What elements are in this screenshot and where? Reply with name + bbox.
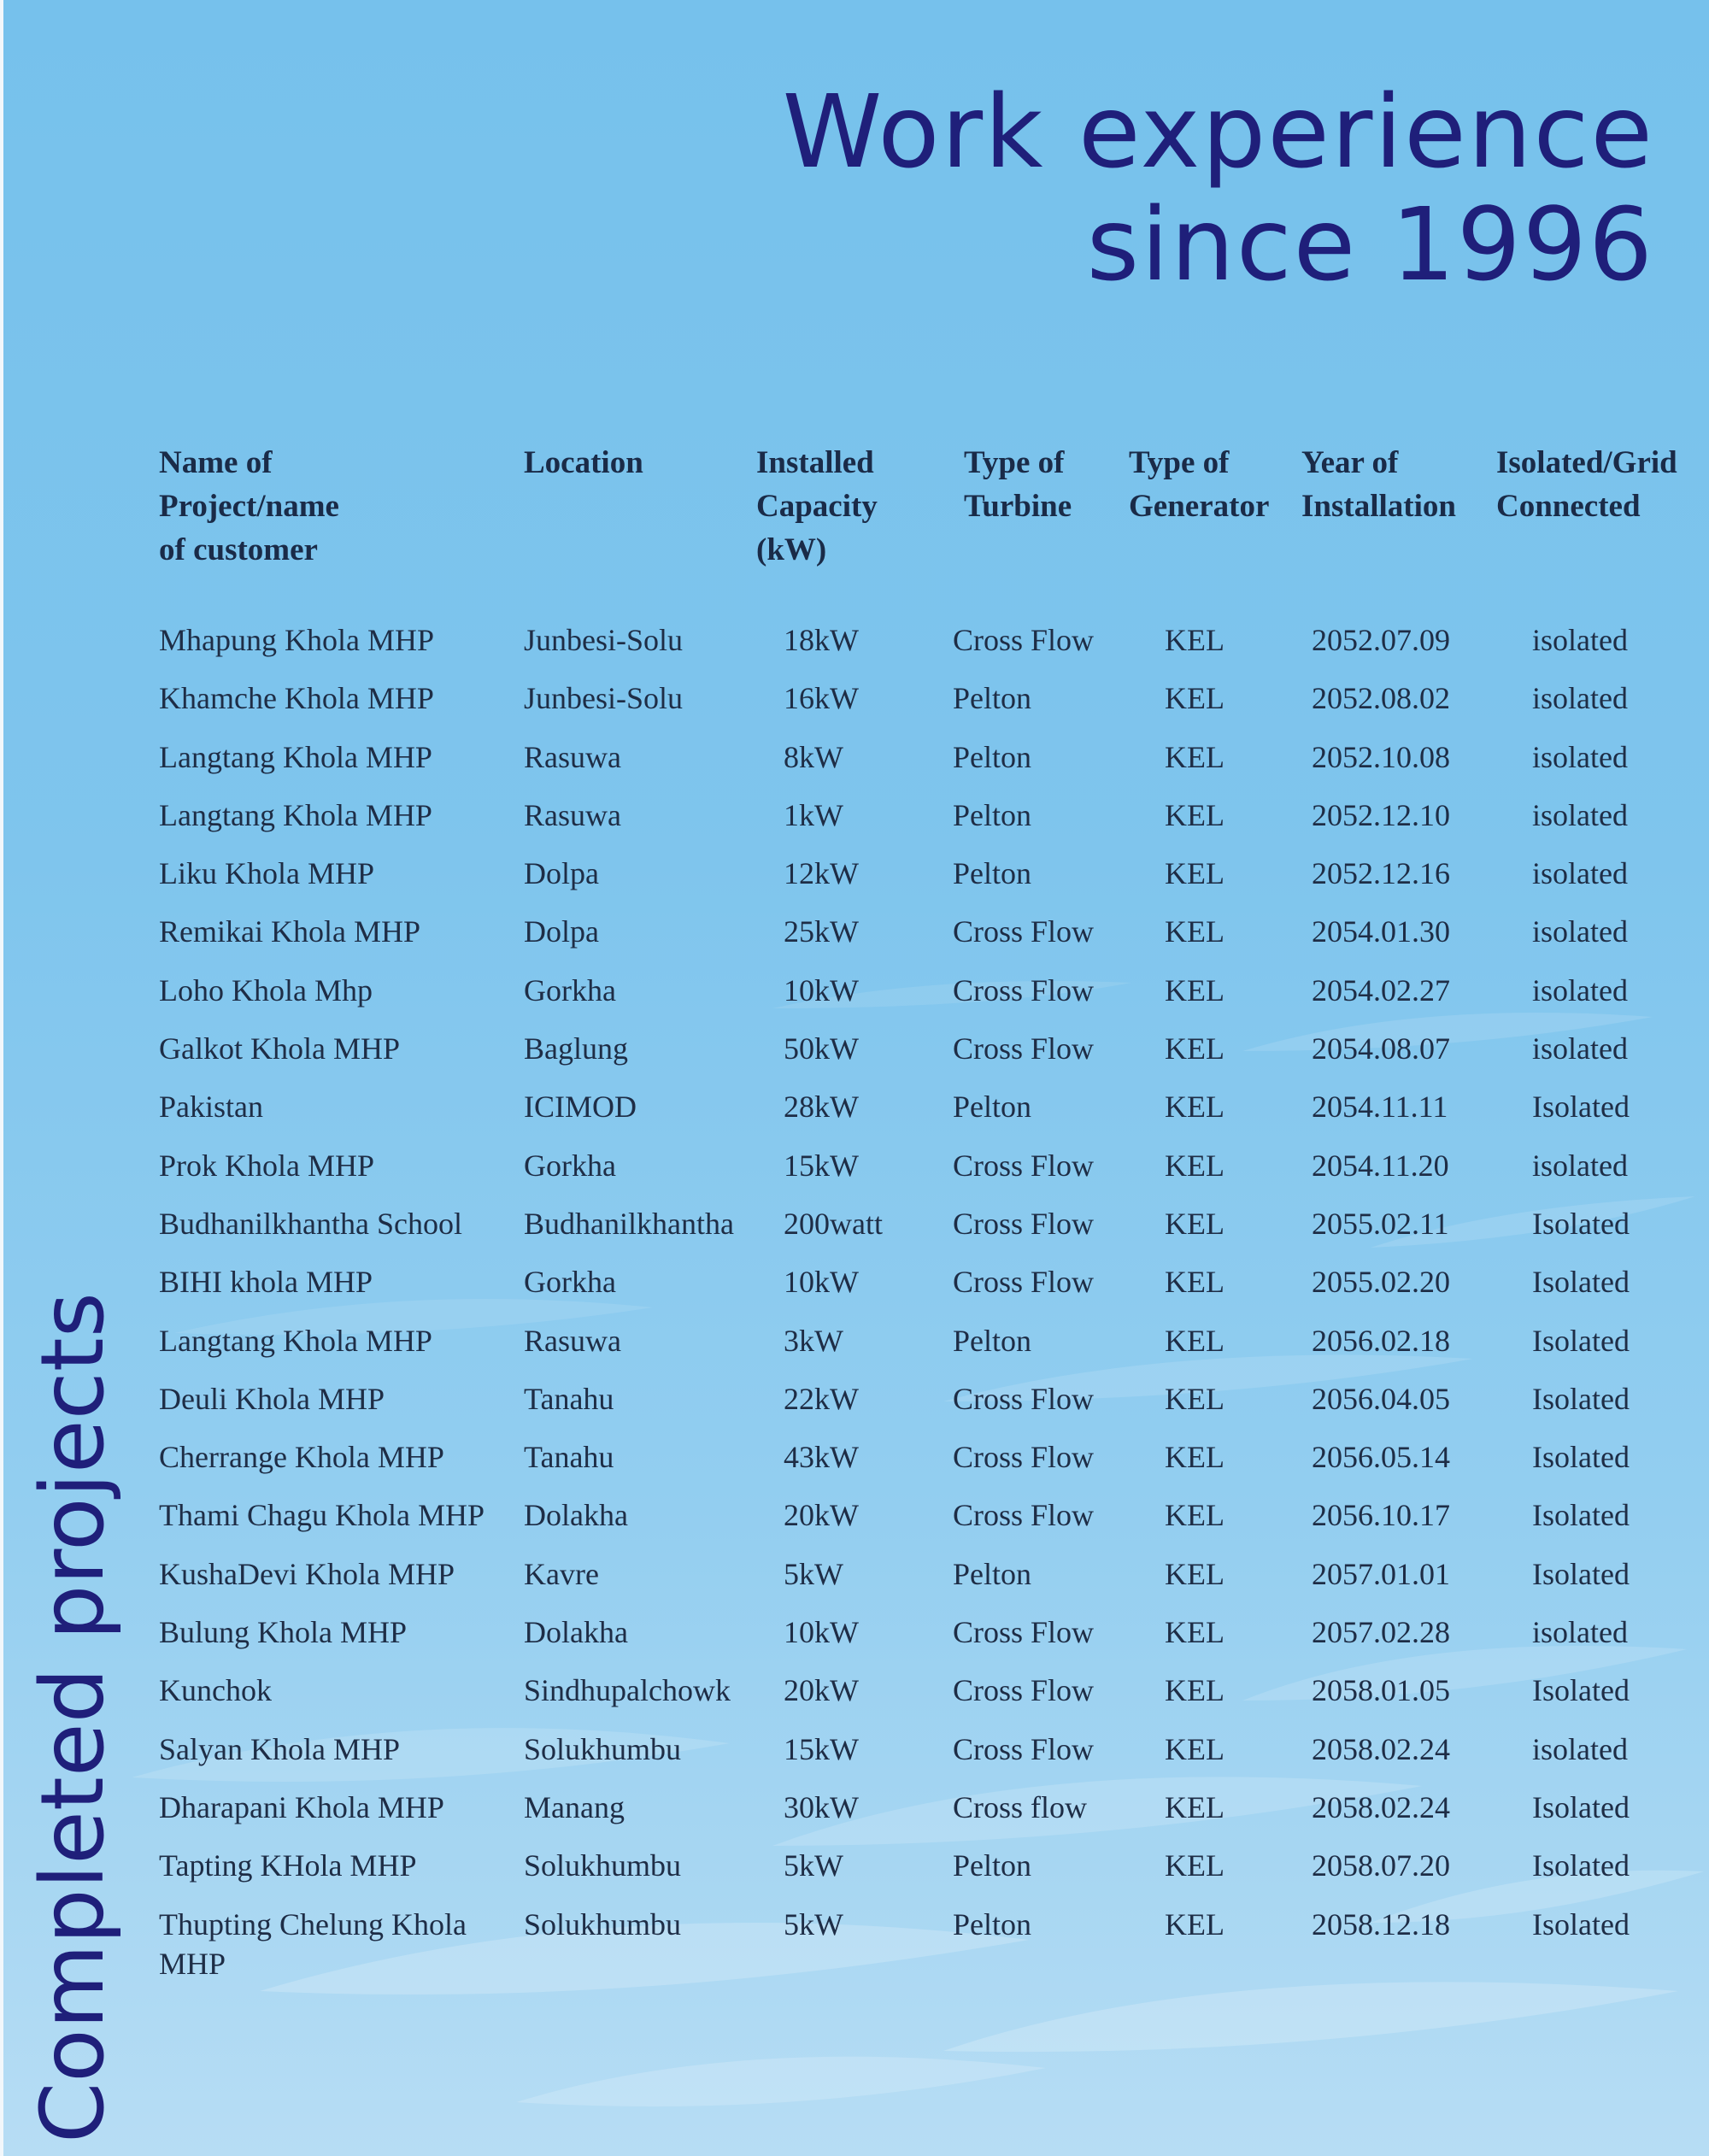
cell-year: 2054.08.07 <box>1312 1031 1450 1066</box>
cell-turbine: Cross Flow <box>953 1148 1095 1183</box>
table-row <box>159 1730 1701 1788</box>
cell-generator: KEL <box>1165 681 1224 716</box>
cell-turbine: Pelton <box>953 856 1032 891</box>
cell-generator: KEL <box>1165 1265 1224 1300</box>
table-row <box>159 1087 1701 1145</box>
cell-grid: Isolated <box>1532 1789 1630 1824</box>
cell-capacity: 8kW <box>784 739 843 774</box>
cell-grid: Isolated <box>1532 1556 1630 1591</box>
cell-capacity: 5kW <box>784 1906 843 1942</box>
cell-name: Dharapani Khola MHP <box>159 1789 444 1824</box>
cell-grid: Isolated <box>1532 1848 1630 1883</box>
cell-generator: KEL <box>1165 739 1224 774</box>
cell-grid: isolated <box>1532 681 1628 716</box>
cell-capacity: 12kW <box>784 856 859 891</box>
cell-name: Tapting KHola MHP <box>159 1848 417 1883</box>
table-row <box>159 1905 1701 1983</box>
cell-year: 2054.11.20 <box>1312 1148 1449 1183</box>
cell-turbine: Cross flow <box>953 1789 1088 1824</box>
cell-name: BIHI khola MHP <box>159 1265 373 1300</box>
cell-turbine: Pelton <box>953 739 1032 774</box>
cell-grid: Isolated <box>1532 1440 1630 1475</box>
cell-capacity: 43kW <box>784 1440 859 1475</box>
cell-location: Junbesi-Solu <box>524 623 684 657</box>
table-row <box>159 1846 1701 1904</box>
cell-location: Solukhumbu <box>524 1906 682 1942</box>
header-row <box>159 441 1701 620</box>
table-header <box>159 441 1701 620</box>
cell-name: Loho Khola Mhp <box>159 972 373 1008</box>
header-turbine: Type of Turbine <box>964 445 1072 524</box>
cell-year: 2058.02.24 <box>1312 1731 1450 1766</box>
cell-grid: isolated <box>1532 972 1628 1008</box>
brochure-page <box>3 0 1709 2156</box>
cell-generator: KEL <box>1165 1848 1224 1883</box>
title-line-1: Work experience <box>782 73 1654 191</box>
cell-location: Rasuwa <box>524 1323 621 1358</box>
cell-location: Dolpa <box>524 914 599 949</box>
table-row <box>159 971 1701 1029</box>
cell-grid: Isolated <box>1532 1265 1630 1300</box>
header-year: Year of Installation <box>1301 445 1456 524</box>
cell-location: ICIMOD <box>524 1090 637 1125</box>
cell-name: Thami Chagu Khola MHP <box>159 1498 485 1533</box>
table-row <box>159 1204 1701 1262</box>
header-name: Name of Project/name of customer <box>159 445 339 567</box>
cell-turbine: Cross Flow <box>953 1265 1095 1300</box>
cell-capacity: 18kW <box>784 623 859 657</box>
cell-generator: KEL <box>1165 1148 1224 1183</box>
cell-turbine: Cross Flow <box>953 1031 1095 1066</box>
cell-capacity: 10kW <box>784 972 859 1008</box>
cell-generator: KEL <box>1165 1673 1224 1708</box>
cell-capacity: 1kW <box>784 797 843 832</box>
cell-name: Langtang Khola MHP <box>159 797 432 832</box>
cell-grid: Isolated <box>1532 1323 1630 1358</box>
table-row <box>159 620 1701 679</box>
side-label: Completed projects <box>22 1292 124 2143</box>
cell-name: Langtang Khola MHP <box>159 739 432 774</box>
cell-generator: KEL <box>1165 1615 1224 1650</box>
cell-turbine: Cross Flow <box>953 1440 1095 1475</box>
cell-generator: KEL <box>1165 1031 1224 1066</box>
cell-generator: KEL <box>1165 1906 1224 1942</box>
cell-year: 2054.02.27 <box>1312 972 1450 1008</box>
cell-location: Baglung <box>524 1031 628 1066</box>
cell-turbine: Cross Flow <box>953 972 1095 1008</box>
cell-grid: Isolated <box>1532 1498 1630 1533</box>
cell-location: Solukhumbu <box>524 1848 682 1883</box>
cell-location: Tanahu <box>524 1381 614 1416</box>
cell-capacity: 25kW <box>784 914 859 949</box>
cell-location: Budhanilkhantha <box>524 1206 734 1241</box>
cell-capacity: 5kW <box>784 1556 843 1591</box>
cell-year: 2056.02.18 <box>1312 1323 1450 1358</box>
page-title <box>783 75 1654 301</box>
cell-grid: isolated <box>1532 1731 1628 1766</box>
cell-name: Kunchok <box>159 1673 272 1708</box>
cell-name: Pakistan <box>159 1090 263 1125</box>
cell-grid: Isolated <box>1532 1206 1630 1241</box>
cell-capacity: 200watt <box>784 1206 883 1241</box>
cell-generator: KEL <box>1165 1090 1224 1125</box>
cell-generator: KEL <box>1165 856 1224 891</box>
cell-grid: isolated <box>1532 1148 1628 1183</box>
cell-turbine: Cross Flow <box>953 1615 1095 1650</box>
cell-capacity: 15kW <box>784 1148 859 1183</box>
projects-table <box>159 441 1701 1983</box>
cell-year: 2056.10.17 <box>1312 1498 1450 1533</box>
cell-turbine: Cross Flow <box>953 623 1095 657</box>
cell-name: Salyan Khola MHP <box>159 1731 400 1766</box>
cell-location: Tanahu <box>524 1440 614 1475</box>
cell-capacity: 3kW <box>784 1323 843 1358</box>
cell-grid: isolated <box>1532 1615 1628 1650</box>
cell-turbine: Pelton <box>953 1906 1032 1942</box>
cell-capacity: 20kW <box>784 1498 859 1533</box>
cell-location: Gorkha <box>524 1265 616 1300</box>
cell-year: 2052.07.09 <box>1312 623 1450 657</box>
table-row <box>159 1613 1701 1671</box>
cell-grid: isolated <box>1532 797 1628 832</box>
cell-capacity: 16kW <box>784 681 859 716</box>
cell-grid: Isolated <box>1532 1673 1630 1708</box>
cell-capacity: 28kW <box>784 1090 859 1125</box>
cell-name: Deuli Khola MHP <box>159 1381 385 1416</box>
table-row <box>159 1671 1701 1729</box>
title-line-2: since 1996 <box>1086 185 1654 303</box>
cell-year: 2056.04.05 <box>1312 1381 1450 1416</box>
cell-generator: KEL <box>1165 1789 1224 1824</box>
cell-location: Rasuwa <box>524 739 621 774</box>
cell-year: 2057.02.28 <box>1312 1615 1450 1650</box>
cell-year: 2055.02.11 <box>1312 1206 1449 1241</box>
table-row <box>159 854 1701 912</box>
cell-turbine: Pelton <box>953 1556 1032 1591</box>
cell-turbine: Pelton <box>953 1323 1032 1358</box>
cell-generator: KEL <box>1165 1731 1224 1766</box>
cell-name: Galkot Khola MHP <box>159 1031 400 1066</box>
cell-turbine: Cross Flow <box>953 1381 1095 1416</box>
cell-capacity: 5kW <box>784 1848 843 1883</box>
cell-location: Kavre <box>524 1556 599 1591</box>
cell-generator: KEL <box>1165 1381 1224 1416</box>
table-body <box>159 620 1701 1983</box>
cell-location: Rasuwa <box>524 797 621 832</box>
cell-year: 2052.08.02 <box>1312 681 1450 716</box>
cell-year: 2052.10.08 <box>1312 739 1450 774</box>
cell-name: Liku Khola MHP <box>159 856 374 891</box>
cell-grid: Isolated <box>1532 1906 1630 1942</box>
cell-name: Prok Khola MHP <box>159 1148 375 1183</box>
table-row <box>159 1554 1701 1613</box>
table-row <box>159 1437 1701 1495</box>
cell-name: Cherrange Khola MHP <box>159 1440 444 1475</box>
cell-year: 2058.07.20 <box>1312 1848 1450 1883</box>
cell-turbine: Pelton <box>953 681 1032 716</box>
cell-capacity: 10kW <box>784 1265 859 1300</box>
table-row <box>159 1788 1701 1846</box>
cell-name: Mhapung Khola MHP <box>159 623 434 657</box>
cell-grid: isolated <box>1532 1031 1628 1066</box>
cell-generator: KEL <box>1165 914 1224 949</box>
cell-name: KushaDevi Khola MHP <box>159 1556 455 1591</box>
cell-name: Khamche Khola MHP <box>159 681 434 716</box>
cell-turbine: Cross Flow <box>953 1731 1095 1766</box>
cell-location: Sindhupalchowk <box>524 1673 731 1708</box>
cell-generator: KEL <box>1165 1556 1224 1591</box>
table-row <box>159 1495 1701 1554</box>
cell-capacity: 50kW <box>784 1031 859 1066</box>
table-row <box>159 912 1701 970</box>
cell-turbine: Pelton <box>953 1090 1032 1125</box>
cell-generator: KEL <box>1165 623 1224 657</box>
cell-location: Gorkha <box>524 1148 616 1183</box>
cell-turbine: Cross Flow <box>953 1673 1095 1708</box>
cell-grid: isolated <box>1532 739 1628 774</box>
cell-year: 2055.02.20 <box>1312 1265 1450 1300</box>
table-row <box>159 796 1701 854</box>
table-row <box>159 1029 1701 1087</box>
header-grid: Isolated/Grid Connected <box>1496 445 1677 524</box>
table-row <box>159 1321 1701 1379</box>
table-row <box>159 1146 1701 1204</box>
cell-turbine: Cross Flow <box>953 1206 1095 1241</box>
cell-turbine: Cross Flow <box>953 1498 1095 1533</box>
cell-generator: KEL <box>1165 1323 1224 1358</box>
header-capacity: Installed Capacity (kW) <box>756 445 878 567</box>
cell-grid: Isolated <box>1532 1381 1630 1416</box>
cell-generator: KEL <box>1165 1206 1224 1241</box>
cell-grid: isolated <box>1532 856 1628 891</box>
cell-generator: KEL <box>1165 1440 1224 1475</box>
cell-location: Dolpa <box>524 856 599 891</box>
cell-name: Remikai Khola MHP <box>159 914 420 949</box>
cell-location: Gorkha <box>524 972 616 1008</box>
cell-turbine: Pelton <box>953 797 1032 832</box>
cell-location: Junbesi-Solu <box>524 681 684 716</box>
cell-capacity: 20kW <box>784 1673 859 1708</box>
cell-name: Bulung Khola MHP <box>159 1615 408 1650</box>
header-generator: Type of Generator <box>1129 445 1270 524</box>
cell-year: 2052.12.10 <box>1312 797 1450 832</box>
cell-generator: KEL <box>1165 797 1224 832</box>
cell-grid: Isolated <box>1532 1090 1630 1125</box>
table-row <box>159 679 1701 737</box>
cell-year: 2052.12.16 <box>1312 856 1450 891</box>
cell-year: 2056.05.14 <box>1312 1440 1450 1475</box>
cell-name: Budhanilkhantha School <box>159 1206 462 1241</box>
cell-capacity: 15kW <box>784 1731 859 1766</box>
table-row <box>159 1379 1701 1437</box>
cell-location: Solukhumbu <box>524 1731 682 1766</box>
cell-name: Thupting Chelung Khola MHP <box>159 1906 467 1981</box>
table-row <box>159 1262 1701 1320</box>
cell-generator: KEL <box>1165 972 1224 1008</box>
cell-year: 2054.01.30 <box>1312 914 1450 949</box>
table-row <box>159 737 1701 796</box>
cell-location: Dolakha <box>524 1615 628 1650</box>
cell-location: Manang <box>524 1789 625 1824</box>
cell-capacity: 30kW <box>784 1789 859 1824</box>
cell-year: 2054.11.11 <box>1312 1090 1448 1125</box>
cell-turbine: Pelton <box>953 1848 1032 1883</box>
cell-generator: KEL <box>1165 1498 1224 1533</box>
cell-location: Dolakha <box>524 1498 628 1533</box>
header-location: Location <box>524 445 643 480</box>
cell-year: 2057.01.01 <box>1312 1556 1450 1591</box>
cell-grid: isolated <box>1532 914 1628 949</box>
cell-grid: isolated <box>1532 623 1628 657</box>
cell-year: 2058.01.05 <box>1312 1673 1450 1708</box>
cell-year: 2058.12.18 <box>1312 1906 1450 1942</box>
cell-turbine: Cross Flow <box>953 914 1095 949</box>
cell-capacity: 22kW <box>784 1381 859 1416</box>
cell-year: 2058.02.24 <box>1312 1789 1450 1824</box>
cell-name: Langtang Khola MHP <box>159 1323 432 1358</box>
cell-capacity: 10kW <box>784 1615 859 1650</box>
